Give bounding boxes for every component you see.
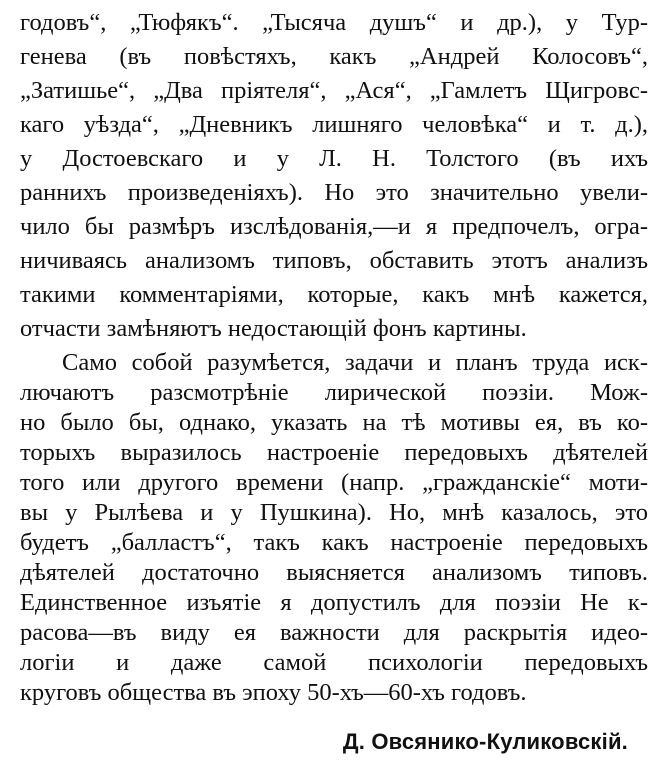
text-line: лючаютъ разсмотрѣніе лирической поэзіи. Мож- [20, 379, 648, 406]
text-line: будетъ „балластъ“, такъ какъ настроеніе передовыхъ [20, 529, 648, 556]
text-line: расова—въ виду ея важности для раскрытія идео- [20, 619, 648, 646]
text-line: но было бы, однако, указать на тѣ мотивы ея, въ ко- [20, 409, 648, 436]
text-line: генева (въ повѣстяхъ, какъ „Андрей Колосовъ“, [20, 43, 648, 70]
text-line: раннихъ произведеніяхъ). Но это значительно увели- [20, 179, 648, 206]
text-line: у Достоевскаго и у Л. Н. Толстого (въ ихъ [20, 145, 648, 172]
author-signature: Д. Овсянико-Куликовскій. [342, 729, 628, 754]
text-line-final: круговъ общества въ эпоху 50-хъ—60-хъ годовъ. [20, 679, 527, 706]
text-line: ничиваясь анализомъ типовъ, обставить этотъ анализъ [20, 247, 648, 274]
text-line: логіи и даже самой психологіи передовыхъ [20, 649, 648, 676]
text-line: вы у Рылѣева и у Пушкина). Но, мнѣ казалось, это [20, 499, 648, 526]
text-line: отчасти замѣняютъ недостающій фонъ картины. [20, 315, 527, 342]
text-line: торыхъ выразилось настроеніе передовыхъ дѣятелей [20, 439, 648, 466]
text-line: каго уѣзда“, „Дневникъ лишняго человѣка“ и т. д.), [20, 111, 648, 138]
text-line: Единственное изъятіе я допустилъ для поэзіи Не к- [20, 589, 648, 616]
text-line: такими комментаріями, которые, какъ мнѣ кажется, [20, 281, 648, 308]
text-line: годовъ“, „Тюфякъ“. „Тысяча душъ“ и др.), у Тур- [20, 9, 648, 36]
text-line: чило бы размѣръ изслѣдованія,—и я предпочелъ, огра- [20, 213, 648, 240]
text-line: того или другого времени (напр. „гражданскіе“ моти- [20, 469, 648, 496]
text-line: „Затишье“, „Два пріятеля“, „Ася“, „Гамлетъ Щигровс- [20, 77, 648, 104]
text-line: Само собой разумѣется, задачи и планъ труда иск- [62, 349, 648, 376]
text-line: дѣятелей достаточно выясняется анализомъ типовъ. [20, 559, 648, 586]
